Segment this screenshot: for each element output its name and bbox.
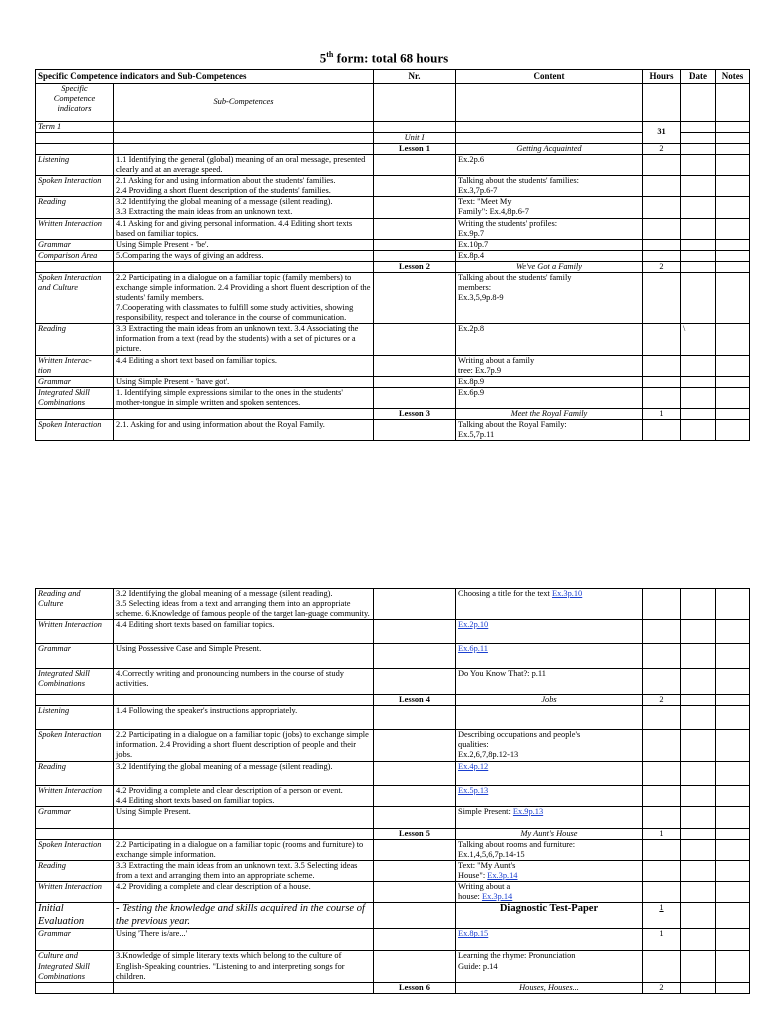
- sub-competence: 3.2 Identifying the global meaning of a message (silent reading).: [114, 761, 374, 785]
- sub-competence: Using Simple Present - 'be'.: [114, 239, 374, 250]
- exercise-link[interactable]: Ex.4p.12: [458, 761, 489, 771]
- competence-area: Integrated Skill Combinations: [36, 387, 114, 408]
- lesson-hours: 2: [643, 982, 681, 993]
- content-cell: Ex.6p.9: [456, 387, 643, 408]
- lesson-title: We've Got a Family: [456, 261, 643, 272]
- header-specific: Specific Competence indicators and Sub-Competences: [36, 70, 374, 84]
- table-row: [36, 155, 750, 176]
- table-row: [36, 324, 750, 355]
- table-row: [36, 951, 750, 982]
- sub-competence: 5.Comparing the ways of giving an address.: [114, 250, 374, 261]
- table-row: [36, 355, 750, 376]
- exercise-link[interactable]: Ex.2p.10: [458, 620, 489, 630]
- lesson-hours: 2: [643, 143, 681, 154]
- lesson-row: [36, 695, 750, 706]
- content-text: Choosing a title for the text: [458, 589, 552, 598]
- table-row: [36, 669, 750, 695]
- sub-competence: 1. Identifying simple expressions similar to the ones in the students' mother-tongue in simple written and spoken sentences.: [114, 387, 374, 408]
- table-row: [36, 806, 750, 828]
- content-cell: Ex.8p.9: [456, 376, 643, 387]
- exercise-link[interactable]: Ex.3p.14: [487, 871, 518, 881]
- title-rest: form: total 68 hours: [333, 50, 449, 66]
- term-row: [36, 121, 750, 132]
- lesson-row: [36, 982, 750, 993]
- lesson-nr: Lesson 6: [374, 982, 456, 993]
- table-row: [36, 376, 750, 387]
- lesson-title: Jobs: [456, 695, 643, 706]
- content-cell: Diagnostic Test-Paper: [456, 903, 643, 929]
- table-row: [36, 839, 750, 860]
- content-cell: Writing the students' profiles: Ex.9p.7: [456, 218, 643, 239]
- table-row: [36, 644, 750, 669]
- content-cell: Talking about the students' family members: Ex.3,5,9p.8-9: [456, 272, 643, 323]
- hours-cell: 1: [643, 903, 681, 929]
- unit-row: [36, 132, 750, 143]
- competence-area: Written Interaction: [36, 785, 114, 806]
- lesson-nr: Lesson 4: [374, 695, 456, 706]
- table-row: [36, 419, 750, 440]
- table-row: [36, 620, 750, 644]
- sub-competence: 4.1 Asking for and giving personal information. 4.4 Editing short texts based on familiar topics.: [114, 218, 374, 239]
- sub-competence: 3.2 Identifying the global meaning of a message (silent reading). 3.5 Selecting ideas from a text and arranging them into an appropriate scheme. 6.Knowledge of famous people of the target lan-guage community.: [114, 589, 374, 620]
- competence-area: Listening: [36, 706, 114, 730]
- content-cell: Talking about the students' families: Ex.3,7p.6-7: [456, 176, 643, 197]
- sub-competence: 1.1 Identifying the general (global) meaning of an oral message, presented clearly and at an average speed.: [114, 155, 374, 176]
- competence-area: Reading: [36, 324, 114, 355]
- exercise-link[interactable]: Ex.9p.13: [512, 806, 544, 816]
- sub-competence: 2.2 Participating in a dialogue on a familiar topic (rooms and furniture) to exchange simple information.: [114, 839, 374, 860]
- lesson-nr: Lesson 1: [374, 143, 456, 154]
- content-cell: [456, 761, 643, 785]
- header-date: Date: [681, 70, 716, 84]
- header-hours: Hours: [643, 70, 681, 84]
- date-cell: \: [681, 324, 716, 355]
- sub-competence: 4.2 Providing a complete and clear description of a person or event. 4.4 Editing short texts based on familiar topics.: [114, 785, 374, 806]
- header-notes: Notes: [716, 70, 750, 84]
- sub-competence: 3.3 Extracting the main ideas from an unknown text. 3.5 Selecting ideas from a text and arranging them into an appropriate scheme.: [114, 860, 374, 881]
- exercise-link[interactable]: Ex.8p.15: [458, 929, 489, 939]
- table-row: [36, 730, 750, 761]
- table-row: [36, 761, 750, 785]
- content-cell: [456, 644, 643, 669]
- content-cell: [456, 589, 643, 620]
- competence-area: Initial Evaluation: [36, 903, 114, 929]
- competence-area: Spoken Interaction: [36, 839, 114, 860]
- content-cell: Learning the rhyme: Pronunciation Guide: p.14: [456, 951, 643, 982]
- sub-competence: 4.4 Editing short texts based on familiar topics.: [114, 620, 374, 644]
- content-cell: Ex.2p.8: [456, 324, 643, 355]
- content-cell: Text: "Meet My Family": Ex.4,8p.6-7: [456, 197, 643, 218]
- competence-area: Grammar: [36, 644, 114, 669]
- title-form: 5: [319, 50, 327, 66]
- exercise-link[interactable]: Ex.6p.11: [458, 644, 488, 654]
- subheader-subcomp: Sub-Competences: [114, 83, 374, 121]
- subheader-row: [36, 83, 750, 121]
- exercise-link[interactable]: Ex.3p.10: [551, 589, 583, 598]
- content-cell: Talking about rooms and furniture: Ex.1,4,5,6,7p.14-15: [456, 839, 643, 860]
- term-label: Term 1: [36, 121, 114, 132]
- sub-competence: 1.4 Following the speaker's instructions appropriately.: [114, 706, 374, 730]
- plan-table-top: [35, 69, 750, 441]
- lesson-hours: 1: [643, 828, 681, 839]
- unit-label: Unit I: [374, 132, 456, 143]
- competence-area: Culture and Integrated Skill Combinations: [36, 951, 114, 982]
- lesson-nr: Lesson 5: [374, 828, 456, 839]
- content-cell: Ex.10p.7: [456, 239, 643, 250]
- table-row: [36, 387, 750, 408]
- competence-area: Spoken Interaction: [36, 730, 114, 761]
- competence-area: Comparison Area: [36, 250, 114, 261]
- content-cell: Writing about a family tree: Ex.7p.9: [456, 355, 643, 376]
- content-cell: [456, 882, 643, 903]
- table-row: [36, 929, 750, 951]
- competence-area: Spoken Interaction: [36, 419, 114, 440]
- competence-area: Reading: [36, 761, 114, 785]
- lesson-title: My Aunt's House: [456, 828, 643, 839]
- competence-area: Reading: [36, 197, 114, 218]
- table-row: [36, 589, 750, 620]
- header-row: [36, 70, 750, 84]
- sub-competence: 2.1 Asking for and using information about the students' families. 2.4 Providing a short fluent description of the students' families.: [114, 176, 374, 197]
- sub-competence: 2.2 Participating in a dialogue on a familiar topic (family members) to exchange simple information. 2.4 Providing a short fluent description of the students' family members. 7.Cooperating with classmates to fulfill some study activities, showing responsibility, respect and tolerance in the course of communication.: [114, 272, 374, 323]
- exercise-link[interactable]: Ex.3p.14: [481, 892, 513, 902]
- lesson-hours: 2: [643, 695, 681, 706]
- content-text: Writing about a house:: [458, 882, 511, 902]
- content-cell: Ex.8p.4: [456, 250, 643, 261]
- sub-competence: 4.Correctly writing and pronouncing numbers in the course of study activities.: [114, 669, 374, 695]
- sub-competence: Using 'There is/are...': [114, 929, 374, 951]
- competence-area: Written Interaction: [36, 882, 114, 903]
- sub-competence: 4.2 Providing a complete and clear description of a house.: [114, 882, 374, 903]
- sub-competence: Using Possessive Case and Simple Present.: [114, 644, 374, 669]
- table-row: [36, 239, 750, 250]
- table-row: [36, 218, 750, 239]
- competence-area: Grammar: [36, 806, 114, 828]
- lesson-row: [36, 261, 750, 272]
- content-cell: [456, 620, 643, 644]
- content-cell: Talking about the Royal Family: Ex.5,7p.11: [456, 419, 643, 440]
- content-cell: Do You Know That?: p.11: [456, 669, 643, 695]
- competence-area: Integrated Skill Combinations: [36, 669, 114, 695]
- content-text: Text: "My Aunt's House":: [458, 860, 516, 881]
- content-cell: Ex.2p.6: [456, 155, 643, 176]
- table-row: [36, 903, 750, 929]
- competence-area: Grammar: [36, 239, 114, 250]
- lesson-nr: Lesson 2: [374, 261, 456, 272]
- lesson-row: [36, 143, 750, 154]
- header-content: Content: [456, 70, 643, 84]
- plan-table-bottom: [35, 588, 750, 994]
- hours-cell: 1: [643, 929, 681, 951]
- lesson-title: Meet the Royal Family: [456, 408, 643, 419]
- title-sup: th: [326, 50, 334, 59]
- competence-area: Written Interac- tion: [36, 355, 114, 376]
- competence-area: Listening: [36, 155, 114, 176]
- competence-area: Written Interaction: [36, 218, 114, 239]
- sub-competence: Using Simple Present - 'have got'.: [114, 376, 374, 387]
- lesson-hours: 1: [643, 408, 681, 419]
- competence-area: Spoken Interaction: [36, 176, 114, 197]
- competence-area: Reading and Culture: [36, 589, 114, 620]
- table-row: [36, 785, 750, 806]
- lesson-row: [36, 828, 750, 839]
- table-row: [36, 706, 750, 730]
- competence-area: Reading: [36, 860, 114, 881]
- competence-area: Written Interaction: [36, 620, 114, 644]
- sub-competence: 3.Knowledge of simple literary texts which belong to the culture of English-Speaking countries. "Listening to and interpreting songs for children.: [114, 951, 374, 982]
- lesson-nr: Lesson 3: [374, 408, 456, 419]
- sub-competence: 3.3 Extracting the main ideas from an unknown text. 3.4 Associating the information from a text (read by the students) with a set of pictures or a picture.: [114, 324, 374, 355]
- sub-competence: 4.4 Editing a short text based on familiar topics.: [114, 355, 374, 376]
- sub-competence: - Testing the knowledge and skills acquired in the course of the previous year.: [114, 903, 374, 929]
- table-row: [36, 197, 750, 218]
- sub-competence: Using Simple Present.: [114, 806, 374, 828]
- lesson-title: Getting Acquainted: [456, 143, 643, 154]
- sub-competence: 2.1. Asking for and using information about the Royal Family.: [114, 419, 374, 440]
- subheader-specific: Specific Competence indicators: [36, 83, 114, 121]
- term-hours: 31: [643, 121, 681, 143]
- table-row: [36, 860, 750, 881]
- competence-area: Grammar: [36, 929, 114, 951]
- header-nr: Nr.: [374, 70, 456, 84]
- content-cell: [456, 929, 643, 951]
- lesson-hours: 2: [643, 261, 681, 272]
- content-cell: [456, 860, 643, 881]
- content-cell: [456, 806, 643, 828]
- table-row: [36, 882, 750, 903]
- sub-competence: 3.2 Identifying the global meaning of a message (silent reading). 3.3 Extracting the main ideas from an unknown text.: [114, 197, 374, 218]
- exercise-link[interactable]: Ex.5p.13: [458, 785, 489, 795]
- competence-area: Spoken Interaction and Culture: [36, 272, 114, 323]
- page-title: [0, 50, 768, 66]
- table-row: [36, 176, 750, 197]
- table-row: [36, 250, 750, 261]
- lesson-title: Houses, Houses...: [456, 982, 643, 993]
- content-cell: Describing occupations and people's qualities: Ex.2,6,7,8p.12-13: [456, 730, 643, 761]
- content-text: Simple Present:: [458, 806, 513, 816]
- lesson-row: [36, 408, 750, 419]
- table-row: [36, 272, 750, 323]
- sub-competence: 2.2 Participating in a dialogue on a familiar topic (jobs) to exchange simple information. 2.4 Providing a short fluent description of people and their jobs.: [114, 730, 374, 761]
- content-cell: [456, 785, 643, 806]
- competence-area: Grammar: [36, 376, 114, 387]
